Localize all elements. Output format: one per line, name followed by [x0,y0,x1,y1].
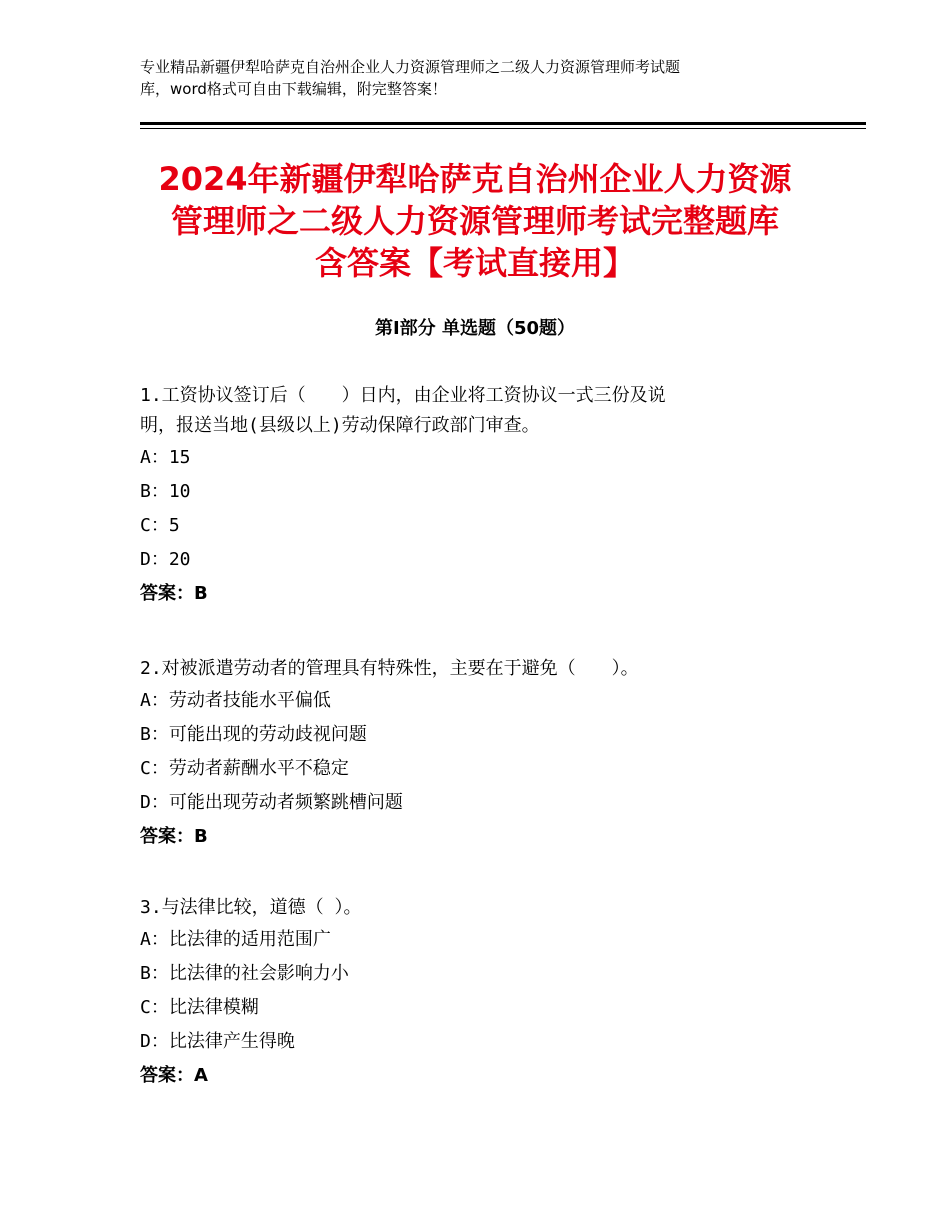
option-d: D：可能出现劳动者频繁跳槽问题 [140,792,403,813]
question-2 [140,654,840,854]
answer: 答案：A [140,1065,208,1086]
question-stem [140,381,840,441]
option-a: A：比法律的适用范围广 [140,929,331,950]
section-title: 第Ⅰ部分 单选题（50题） [374,318,575,339]
header-note-line-2: 库，word格式可自由下载编辑，附完整答案！ [140,80,447,98]
header-note [140,56,830,100]
option-b: B：10 [140,481,191,502]
stem-line: 3.与法律比较，道德（ ）。 [140,897,362,918]
option-b: B：可能出现的劳动歧视问题 [140,724,367,745]
question-3 [140,893,840,1093]
question-stem [140,654,840,684]
header-rule-thick [140,122,866,125]
document-title [95,158,855,284]
option-a: A：劳动者技能水平偏低 [140,690,331,711]
option-b: B：比法律的社会影响力小 [140,963,349,984]
answer: 答案：B [140,583,208,604]
option-c: C：比法律模糊 [140,997,259,1018]
title-line-3: 含答案【考试直接用】 [314,244,635,282]
stem-line: 明，报送当地(县级以上)劳动保障行政部门审查。 [140,415,540,436]
answer: 答案：B [140,826,208,847]
question-1 [140,381,840,611]
option-d: D：比法律产生得晚 [140,1031,295,1052]
option-a: A：15 [140,447,191,468]
title-line-1: 2024年新疆伊犁哈萨克自治州企业人力资源 [158,160,792,198]
title-line-2: 管理师之二级人力资源管理师考试完整题库 [170,202,779,240]
option-c: C：劳动者薪酬水平不稳定 [140,758,349,779]
option-c: C：5 [140,515,180,536]
option-d: D：20 [140,549,191,570]
stem-line: 2.对被派遣劳动者的管理具有特殊性，主要在于避免（ ）。 [140,658,639,679]
header-note-line-1: 专业精品新疆伊犁哈萨克自治州企业人力资源管理师之二级人力资源管理师考试题 [140,58,681,76]
stem-line: 1.工资协议签订后（ ）日内，由企业将工资协议一式三份及说 [140,385,666,406]
header-rule-thin [140,128,866,129]
question-stem [140,893,840,923]
